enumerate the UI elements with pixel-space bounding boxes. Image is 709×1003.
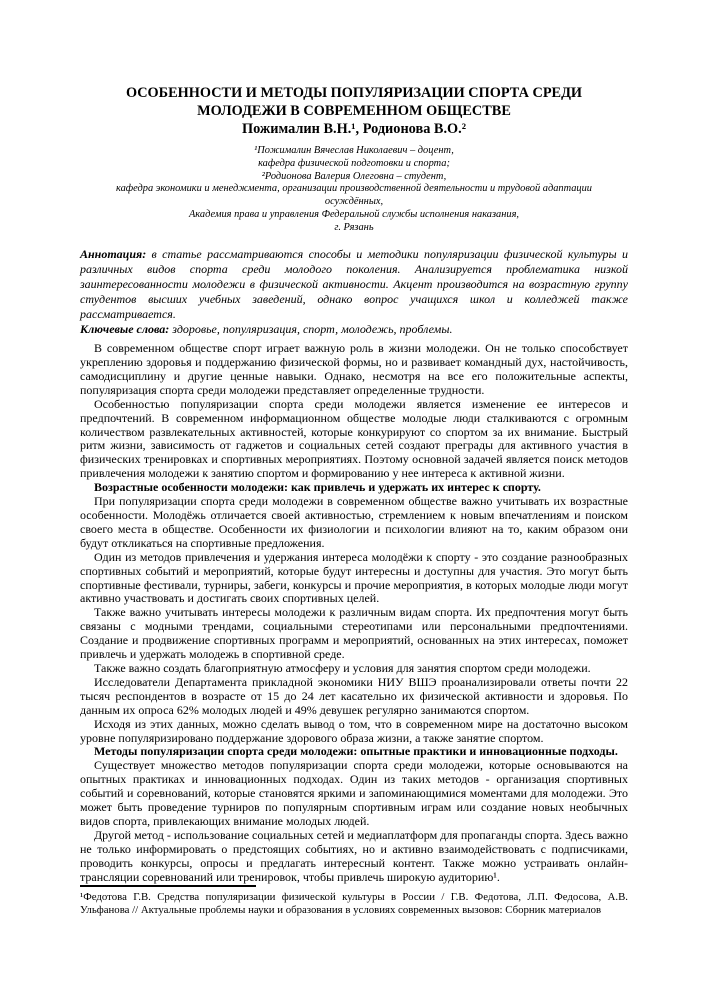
body-paragraph: Исследователи Департамента прикладной экономики НИУ ВШЭ проанализировали ответы почти 22 тысяч респондентов в возрасте от 15 до 24 лет касательно их физической активности и здоровья. По данным их опроса 62% молодых людей и 49% девушек регулярно занимаются спортом. <box>80 674 628 717</box>
article-body <box>80 342 628 884</box>
article-authors: Пожималин В.Н.¹, Родионова В.О.² <box>241 121 467 137</box>
affiliation-line: ¹Пожималин Вячеслав Николаевич – доцент, <box>254 145 454 156</box>
affiliation-line: осуждённых, <box>324 196 384 208</box>
affiliation-line: кафедра экономики и менеджмента, организации производственной деятельности и трудовой адаптации <box>115 183 592 195</box>
affiliation-block <box>80 145 628 235</box>
body-paragraph: Также важно учитывать интересы молодежи к различным видам спорта. Их предпочтения могут быть связаны с модными трендами, социальными стереотипами или персональными предпочтениями. Создание и продвижение спортивных программ и мероприятий, основанных на этих интересах, поможет привлечь и удержать молодежь в спортивной среде. <box>80 605 628 662</box>
body-paragraph: Особенностью популяризации спорта среди молодежи является изменение ее интересов и предпочтений. В современном информационном обществе молодые люди сталкиваются с огромным количеством развлекательных активностей, которые конкурируют со спортом за их внимание. Быстрый ритм жизни, зависимость от гаджетов и социальных сетей создают преграды для активного участия в физических тренировках и спортивных мероприятиях. Поэтому основной задачей является поиск методов привлечения молодежи к занятию спортом и формированию у нее интереса к активной жизни. <box>80 396 628 481</box>
abstract-block <box>80 247 628 338</box>
keywords-paragraph <box>80 322 628 337</box>
body-paragraph: Также важно создать благоприятную атмосферу и условия для занятия спортом среди молодежи. <box>94 660 591 675</box>
section-heading: Возрастные особенности молодежи: как привлечь и удержать их интерес к спорту. <box>94 480 541 495</box>
footnote-area <box>80 885 628 916</box>
section-heading: Методы популяризации спорта среди молодежи: опытные практики и инновационные подходы. <box>94 744 618 759</box>
body-paragraph: Исходя из этих данных, можно сделать вывод о том, что в современном мире на достаточно высоком уровне популяризировано поддержание здорового образа жизни, а также занятие спортом. <box>80 716 628 745</box>
abstract-label: Аннотация: <box>80 246 147 261</box>
affiliation-line: ²Родионова Валерия Олеговна – студент, <box>261 170 447 182</box>
affiliation-line: Академия права и управления Федеральной службы исполнения наказания, <box>188 208 520 220</box>
body-paragraph: Существует множество методов популяризации спорта среди молодежи, которые основываются на опытных практиках и инновационных подходах. Один из таких методов - организация спортивных событий и соревнований, которые становятся яркими и запоминающимися моментами для молодежи. Это может быть проведение турниров по популярным спортивным играм или создание новых необычных видов спорта, привлекающих внимание молодых людей. <box>80 758 628 828</box>
footnote-text: ¹Федотова Г.В. Средства популяризации физической культуры в России / Г.В. Федотова, Л.П. Федосова, А.В. Ульфанова // Актуальные проблемы науки и образования в условиях современных вызовов: Сборник материалов <box>80 891 628 916</box>
abstract-text: в статье рассматриваются способы и методики популяризации физической культуры и различных видов спорта среди молодого поколения. Анализируется проблематика низкой заинтересованности молодежи в физической активности. Акцент производится на возрастную группу студентов высших учебных заведений, однако вопрос учащихся школ и колледжей также рассматривается. <box>80 246 628 321</box>
abstract-paragraph <box>80 247 628 322</box>
footnote-separator <box>80 885 256 887</box>
keywords-label: Ключевые слова: <box>80 322 170 337</box>
body-paragraph: В современном обществе спорт играет важную роль в жизни молодежи. Он не только способствует укреплению здоровья и поддержанию физической формы, но и развивает командный дух, настойчивость, самодисциплину и другие ценные навыки. Однако, несмотря на все его положительные аспекты, популяризация спорта среди молодежи представляет определенные трудности. <box>80 341 628 397</box>
article-title: ОСОБЕННОСТИ И МЕТОДЫ ПОПУЛЯРИЗАЦИИ СПОРТА СРЕДИ МОЛОДЕЖИ В СОВРЕМЕННОМ ОБЩЕСТВЕ <box>125 85 583 119</box>
article-content <box>80 84 628 884</box>
body-paragraph: При популяризации спорта среди молодежи в современном обществе важно учитывать их возрастные особенности. Молодёжь отличается своей активностью, стремлением к новым впечатлениям и поиском своего места в обществе. Особенности их физиологии и психологии влияют на то, каким образом они будут откликаться на спортивные предложения. <box>80 494 628 550</box>
affiliation-line: г. Рязань <box>334 221 374 233</box>
keywords-text: здоровье, популяризация, спорт, молодежь, проблемы. <box>169 322 453 337</box>
affiliation-line: кафедра физической подготовки и спорта; <box>258 157 450 169</box>
body-paragraph: Другой метод - использование социальных сетей и медиаплатформ для пропаганды спорта. Здесь важно не только информировать о предстоящих событиях, но и активно взаимодействовать с подписчиками, проводить конкурсы, опросы и предлагать интересный контент. Также можно устраивать онлайн-трансляции соревнований или тренировок, чтобы привлечь широкую аудиторию¹. <box>80 827 628 884</box>
body-paragraph: Один из методов привлечения и удержания интереса молодёжи к спорту - это создание разнообразных спортивных событий и мероприятий, которые будут интересны и доступны для участия. Это могут быть спортивные фестивали, турниры, забеги, конкурсы и прочие мероприятия, в которых молодые люди могут активно участвовать и достигать своих спортивных целей. <box>80 549 628 606</box>
